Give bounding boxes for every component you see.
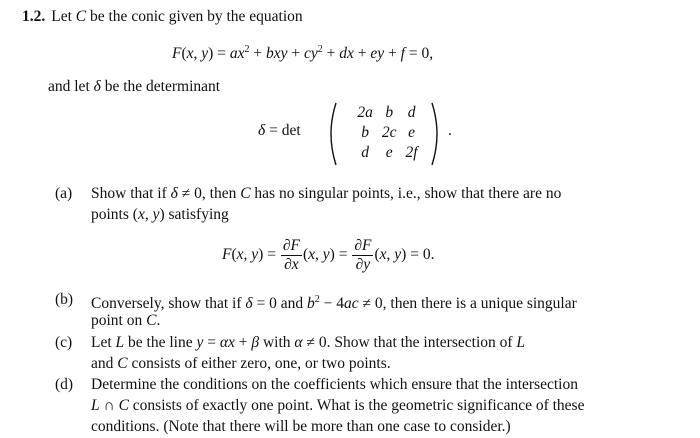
part-d-line-1: Determine the conditions on the coefficients which ensure that the intersection: [91, 376, 578, 393]
matrix-cell: d: [361, 144, 370, 161]
matrix-cell: 2f: [405, 144, 418, 161]
part-d-line-2: L ∩ C consists of exactly one point. What is the geometric significance of these: [91, 397, 585, 414]
left-paren: [324, 101, 338, 167]
matrix-cell: e: [385, 144, 393, 161]
matrix-period: .: [448, 122, 452, 139]
determinant-label: δ = det: [258, 122, 301, 139]
matrix-cell: b: [385, 104, 394, 121]
conic-equation: F(x, $y) = ax^2$ + bxy + $cy^2$ + dx + ey + f = 0,: [172, 44, 434, 63]
part-b-line-1: Conversely, show that if δ = 0 and $b^2 - 4ac \ne 0$, then there is a unique singular: [91, 294, 577, 313]
problem-statement: [22, 7, 303, 27]
part-tag: (a): [55, 185, 73, 202]
matrix-cell: e: [408, 124, 415, 141]
partial-x-fraction: $\frac{\partial F}{\partial x}$: [282, 237, 300, 273]
partial-y-fraction: $\frac{\partial F}{\partial y}$: [354, 237, 372, 273]
part-c-line-1: Let L be the line y = αx + β with α ≠ 0. Show that the intersection of L: [91, 334, 526, 351]
part-a-line-1: Show that if δ ≠ 0, then C has no singular points, i.e., show that there are no: [91, 185, 562, 202]
matrix-cell: 2a: [357, 104, 373, 121]
matrix-grid: [340, 103, 435, 165]
matrix-cell: 2c: [381, 124, 397, 141]
determinant-intro: and let δ be the determinant: [48, 78, 221, 95]
part-tag: (d): [55, 376, 74, 393]
part-c-line-2: and C consists of either zero, one, or two points.: [91, 355, 391, 372]
intro-text: Let C be the conic given by the equation: [51, 8, 303, 25]
right-paren: [430, 101, 444, 167]
part-d-line-3: conditions. (Note that there will be more than one case to consider.): [91, 418, 511, 435]
problem-number: 1.2.: [22, 8, 46, 25]
singular-equation: F(x, y) = $\frac{\partial F}{\partial x}$ (x, y) = $\frac{\partial F}{\partial y}$ (x, y) = 0.: [222, 237, 435, 273]
matrix-cell: b: [361, 124, 370, 141]
part-tag: (c): [55, 334, 73, 351]
part-b-line-2: point on C.: [91, 312, 161, 329]
part-a-line-2: points (x, y) satisfying: [91, 206, 229, 223]
part-tag: (b): [55, 291, 74, 308]
matrix-cell: d: [407, 104, 416, 121]
